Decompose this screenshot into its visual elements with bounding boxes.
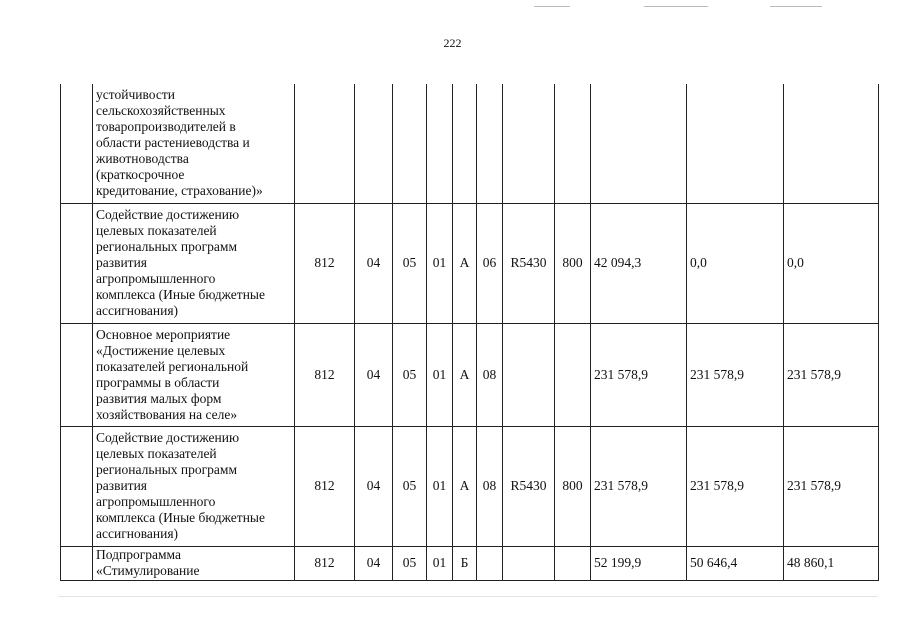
section-code: 04	[355, 203, 393, 323]
budget-table	[60, 84, 879, 581]
direction-code	[503, 323, 555, 426]
direction-code: R5430	[503, 426, 555, 546]
subsection-code: 05	[393, 426, 427, 546]
row-description	[93, 203, 295, 323]
description-line: развития	[96, 255, 148, 270]
admin-code: 812	[295, 203, 355, 323]
description-line: Основное мероприятие	[96, 326, 231, 342]
amount-year-2: 50 646,4	[687, 546, 784, 580]
description-line: Содействие достижению	[96, 207, 240, 222]
amount-year-2: 0,0	[687, 203, 784, 323]
admin-code: 812	[295, 546, 355, 580]
amount-year-1	[591, 84, 687, 203]
subsection-code: 05	[393, 203, 427, 323]
table-row	[61, 323, 879, 426]
description-line: (краткосрочное	[96, 167, 185, 183]
row-description	[93, 546, 295, 580]
expense-type-code: 800	[555, 203, 591, 323]
direction-code	[503, 84, 555, 203]
description-line: региональных программ	[96, 239, 237, 254]
row-description	[93, 84, 295, 203]
row-description	[93, 426, 295, 546]
admin-code: 812	[295, 323, 355, 426]
row-description	[93, 323, 295, 426]
scan-artifact-rule	[770, 6, 822, 7]
description-line: агропромышленного	[96, 271, 216, 286]
description-line: товаропроизводителей в	[96, 119, 236, 135]
expense-type-code	[555, 84, 591, 203]
description-line: хозяйствования на селе»	[96, 406, 238, 422]
scan-artifact-line	[58, 596, 878, 597]
row-blank-cell	[61, 203, 93, 323]
description-line: Содействие достижению	[96, 430, 240, 445]
program-code: 01	[427, 426, 453, 546]
amount-year-1: 231 578,9	[591, 426, 687, 546]
page-number: 222	[443, 36, 462, 50]
section-code: 04	[355, 323, 393, 426]
scan-artifact-rule	[534, 6, 570, 7]
amount-year-1: 42 094,3	[591, 203, 687, 323]
description-line: сельскохозяйственных	[96, 103, 226, 119]
row-blank-cell	[61, 84, 93, 203]
amount-year-2	[687, 84, 784, 203]
amount-year-3: 0,0	[784, 203, 879, 323]
description-line: целевых показателей	[96, 446, 217, 461]
program-code	[427, 84, 453, 203]
row-blank-cell	[61, 323, 93, 426]
event-code	[477, 546, 503, 580]
description-line: показателей региональной	[96, 358, 249, 374]
amount-year-1: 52 199,9	[591, 546, 687, 580]
program-code: 01	[427, 203, 453, 323]
table-row	[61, 203, 879, 323]
admin-code	[295, 84, 355, 203]
amount-year-3: 48 860,1	[784, 546, 879, 580]
amount-year-3: 231 578,9	[784, 426, 879, 546]
description-line: «Стимулирование	[96, 563, 200, 578]
amount-year-2: 231 578,9	[687, 426, 784, 546]
subsection-code: 05	[393, 546, 427, 580]
event-code: 06	[477, 203, 503, 323]
subsection-code: 05	[393, 323, 427, 426]
subprogram-code	[453, 84, 477, 203]
subprogram-code: А	[453, 323, 477, 426]
description-line: программы в области	[96, 374, 220, 390]
description-line: развития	[96, 478, 148, 493]
expense-type-code: 800	[555, 426, 591, 546]
description-line: животноводства	[96, 151, 189, 167]
direction-code	[503, 546, 555, 580]
description-line: региональных программ	[96, 462, 237, 477]
amount-year-1: 231 578,9	[591, 323, 687, 426]
expense-type-code	[555, 546, 591, 580]
table-row	[61, 426, 879, 546]
amount-year-3	[784, 84, 879, 203]
table-row	[61, 546, 879, 580]
section-code: 04	[355, 546, 393, 580]
expense-type-code	[555, 323, 591, 426]
description-line: целевых показателей	[96, 223, 217, 238]
subprogram-code: Б	[453, 546, 477, 580]
description-line: развития малых форм	[96, 390, 222, 406]
direction-code: R5430	[503, 203, 555, 323]
section-code: 04	[355, 426, 393, 546]
scan-artifact-rule	[644, 6, 708, 7]
description-line: кредитование, страхование)»	[96, 183, 263, 199]
description-line: ассигнования)	[96, 526, 179, 541]
row-blank-cell	[61, 546, 93, 580]
table-row	[61, 84, 879, 203]
description-line: агропромышленного	[96, 494, 216, 509]
description-line: «Достижение целевых	[96, 342, 226, 358]
event-code: 08	[477, 426, 503, 546]
subprogram-code: А	[453, 426, 477, 546]
amount-year-3: 231 578,9	[784, 323, 879, 426]
event-code: 08	[477, 323, 503, 426]
amount-year-2: 231 578,9	[687, 323, 784, 426]
admin-code: 812	[295, 426, 355, 546]
program-code: 01	[427, 546, 453, 580]
description-line: области растениеводства и	[96, 135, 250, 151]
description-line: комплекса (Иные бюджетные	[96, 287, 265, 302]
program-code: 01	[427, 323, 453, 426]
subprogram-code: А	[453, 203, 477, 323]
description-line: Подпрограмма	[96, 547, 181, 562]
section-code	[355, 84, 393, 203]
row-blank-cell	[61, 426, 93, 546]
description-line: ассигнования)	[96, 303, 179, 318]
description-line: комплекса (Иные бюджетные	[96, 510, 265, 525]
event-code	[477, 84, 503, 203]
description-line: устойчивости	[96, 87, 175, 103]
subsection-code	[393, 84, 427, 203]
